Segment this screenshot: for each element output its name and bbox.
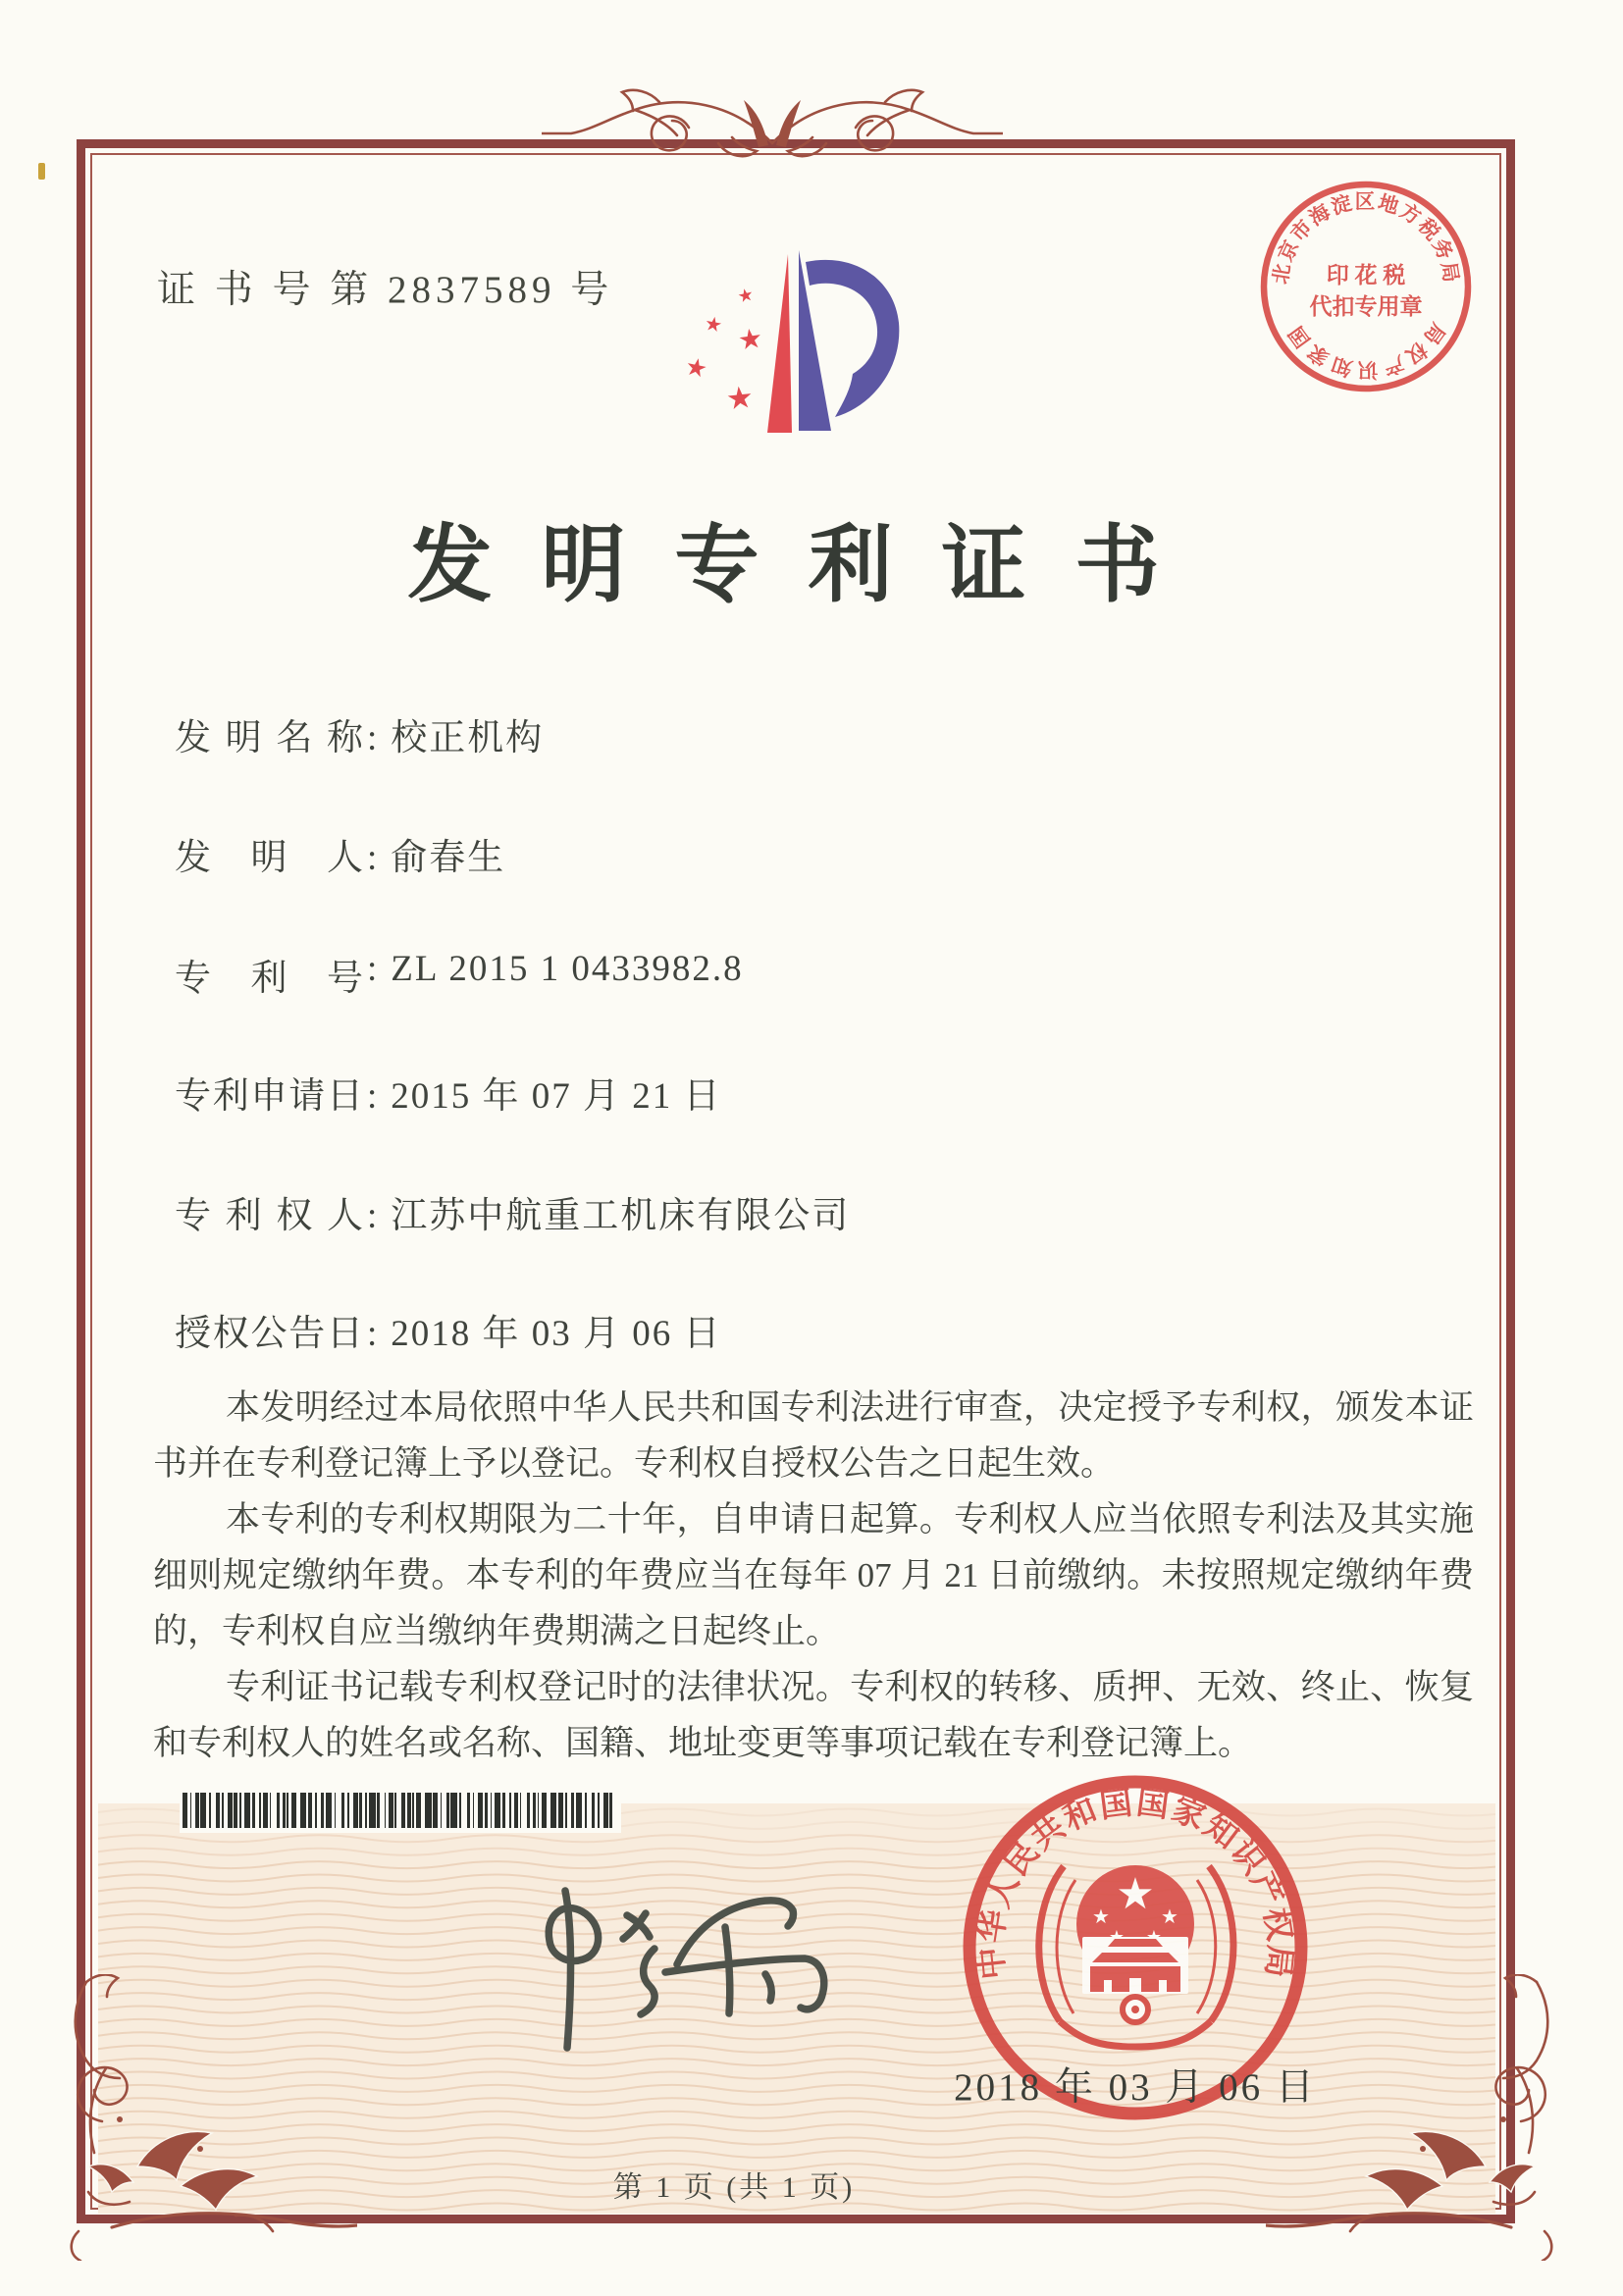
barcode: [180, 1788, 621, 1833]
field-patent-number: [175, 948, 744, 999]
china-national-emblem: [1039, 1865, 1233, 2047]
field-colon: :: [367, 718, 378, 758]
field-value: 校正机构: [391, 718, 545, 758]
tax-stamp-arc-bottom-text: 局权产识知家国: [1283, 318, 1449, 380]
field-label: 专 利 权 人: [175, 1196, 363, 1236]
field-label: 发 明 人: [175, 838, 363, 878]
field-value: ZL 2015 1 0433982.8: [391, 949, 744, 989]
field-value: 2015 年 07 月 21 日: [391, 1076, 722, 1117]
legal-text-block: [153, 1380, 1474, 1771]
svg-text:★: ★: [724, 379, 756, 418]
field-filing-date: [175, 1066, 722, 1117]
field-patentee: [175, 1185, 850, 1236]
emblem-gear: [1123, 1997, 1148, 2022]
field-invention-name: [175, 707, 544, 758]
field-colon: :: [367, 949, 378, 989]
cnipa-patent-logo: [670, 246, 920, 452]
stamp-tax-seal: [1248, 169, 1484, 404]
field-inventor: [175, 827, 505, 878]
legal-paragraph: 本发明经过本局依照中华人民共和国专利法进行审查，决定授予专利权，颁发本证书并在专利登记簿上予以登记。专利权自授权公告之日起生效。: [153, 1388, 1474, 1483]
tax-stamp-arc-top-text: 北京市海淀区地方税务局: [1270, 191, 1462, 287]
svg-text:★: ★: [682, 351, 710, 385]
margin-mark: [38, 163, 45, 180]
emblem-tiananmen: [1082, 1937, 1188, 1994]
field-label: 专 利 申 请 日: [175, 1076, 363, 1117]
field-value: 2018 年 03 月 06 日: [391, 1314, 722, 1354]
barcode-bars: [183, 1793, 618, 1828]
legal-paragraph: 本专利的专利权期限为二十年，自申请日起算。专利权人应当依照专利法及其实施细则规定缴纳年费。本专利的年费应当在每年 07 月 21 日前缴纳。未按照规定缴纳年费的，专利权自应当缴纳年费期满之日起终止。: [153, 1500, 1474, 1650]
bottom-left-corner-ornament: [43, 1974, 357, 2261]
svg-text:★: ★: [1161, 1905, 1178, 1928]
svg-text:★: ★: [1092, 1905, 1110, 1928]
field-value: 俞春生: [391, 838, 506, 878]
top-border-flourish-ornament: [542, 82, 1003, 186]
svg-text:★: ★: [703, 310, 725, 338]
svg-text:★: ★: [1116, 1869, 1155, 1919]
director-handwritten-signature: [530, 1866, 903, 2067]
page-number-footer: 第 1 页 (共 1 页): [612, 2171, 856, 2204]
field-grant-date: [175, 1303, 722, 1354]
field-value: 江苏中航重工机床有限公司: [391, 1196, 851, 1236]
tax-stamp-center-line2: 代扣专用章: [1309, 294, 1423, 319]
official-seal-arc-text: 中华人民共和国国家知识产权局: [973, 1785, 1297, 1982]
field-label: 发 明 名 称: [175, 718, 363, 758]
logo-red-wedge: [767, 254, 792, 433]
field-label: 授 权 公 告 日: [175, 1314, 363, 1354]
field-label: 专 利 号: [175, 959, 363, 999]
tax-stamp-center-line1: 印 花 税: [1326, 263, 1406, 287]
field-colon: :: [367, 838, 378, 878]
legal-paragraph: 专利证书记载专利权登记时的法律状况。专利权的转移、质押、无效、终止、恢复和专利权人的姓名或名称、国籍、地址变更等事项记载在专利登记簿上。: [153, 1668, 1474, 1762]
certificate-number: 证 书 号 第 2837589 号: [157, 269, 614, 311]
field-colon: :: [367, 1076, 378, 1117]
certificate-title: 发明专利证书: [407, 518, 1209, 612]
field-colon: :: [367, 1314, 378, 1354]
svg-text:★: ★: [735, 284, 756, 308]
field-colon: :: [367, 1196, 378, 1236]
logo-stars: [683, 285, 765, 418]
seal-date: 2018 年 03 月 06 日: [954, 2066, 1317, 2109]
svg-text:★: ★: [735, 321, 765, 357]
